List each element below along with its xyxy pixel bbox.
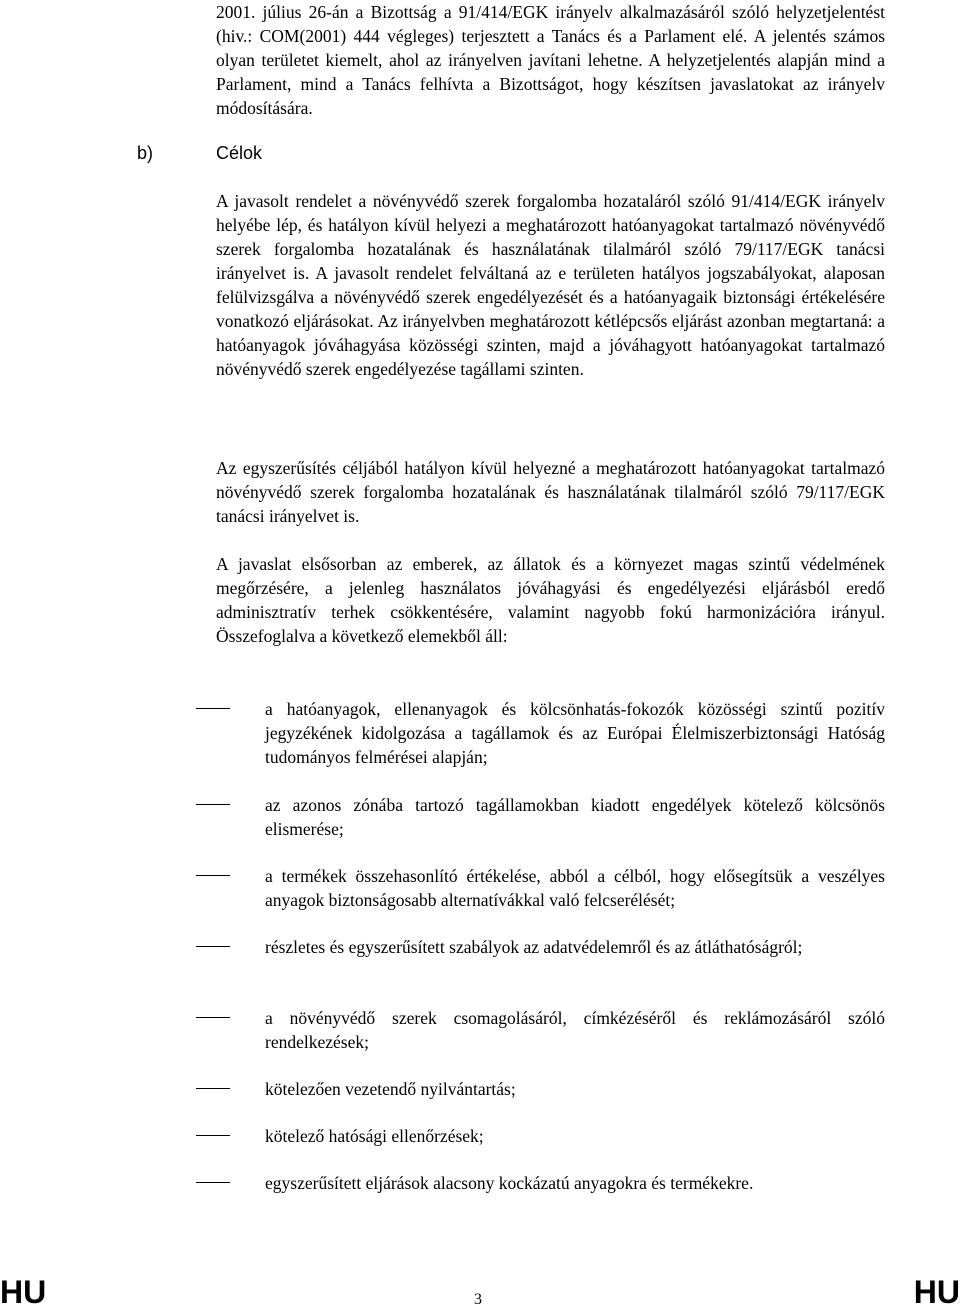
list-item-text: kötelezően vezetendő nyilvántartás; (265, 1079, 516, 1099)
intro-paragraph: 2001. július 26-án a Bizottság a 91/414/EGK irányelv alkalmazásáról szóló helyzetjelentést (hiv.: COM(2001) 444 végleges) terjesztett a Tanács és a Parlament elé. A jelentés számos olyan területet kiemelt, ahol az irányelven javítani lehetne. A helyzetjelentés alapján mind a Parlament, mind a Tanács felhívta a Bizottságot, hogy készítsen javaslatokat az irányelv módosítására. (216, 2, 885, 118)
dash-bullet (196, 804, 230, 805)
list-item-text: a növényvédő szerek csomagolásáról, címkézéséről és reklámozásáról szóló rendelkezések; (265, 1008, 885, 1052)
paragraph-3: A javaslat elsősorban az emberek, az állatok és a környezet magas szintű védelmének megőrzésére, a jelenleg használatos jóváhagyási és engedélyezési eljárásból eredő adminisztratív terhek csökkentésére, valamint nagyobb fokú harmonizációra irányul. Összefoglalva a következő elemekből áll: (216, 554, 885, 646)
dash-bullet (196, 708, 230, 709)
dash-bullet (196, 875, 230, 876)
list-item-text: egyszerűsített eljárások alacsony kockázatú anyagokra és termékekre. (265, 1173, 754, 1193)
list-item-text: az azonos zónába tartozó tagállamokban kiadott engedélyek kötelező kölcsönös elismerése; (265, 795, 885, 839)
paragraph-1: A javasolt rendelet a növényvédő szerek forgalomba hozataláról szóló 91/414/EGK irányelv helyébe lép, és hatályon kívül helyezi a meghatározott hatóanyagokat tartalmazó növényvédő szerek forgalomba hozatalának és használatának tilalmáról szóló 79/117/EGK tanácsi irányelvet is. A javasolt rendelet felváltaná az e területen hatályos jogszabályokat, alaposan felülvizsgálva a növényvédő szerek engedélyezését és a hatóanyagaik biztonsági értékelésére vonatkozó eljárásokat. Az irányelvben meghatározott kétlépcsős eljárást azonban megtartaná: a hatóanyagok jóváhagyása közösségi szinten, majd a jóváhagyott hatóanyagokat tartalmazó növényvédő szerek engedélyezése tagállami szinten. (216, 191, 885, 379)
dash-bullet (196, 1182, 230, 1183)
page-number: 3 (474, 1291, 482, 1308)
footer-language-left: HU (0, 1274, 47, 1310)
list-item-text: kötelező hatósági ellenőrzések; (265, 1126, 484, 1146)
list-item-text: a hatóanyagok, ellenanyagok és kölcsönhatás-fokozók közösségi szintű pozitív jegyzékének kidolgozása a tagállamok és az Európai Élelmiszerbiztonsági Hatóság tudományos felmérései alapján; (265, 699, 885, 767)
dash-bullet (196, 1135, 230, 1136)
section-label: b) (137, 143, 154, 163)
footer-language-right: HU (913, 1274, 960, 1310)
list-item-text: részletes és egyszerűsített szabályok az adatvédelemről és az átláthatóságról; (265, 937, 803, 957)
section-title: Célok (216, 143, 263, 163)
dash-bullet (196, 946, 230, 947)
paragraph-2: Az egyszerűsítés céljából hatályon kívül helyezné a meghatározott hatóanyagokat tartalmazó növényvédő szerek forgalomba hozatalának és használatának tilalmáról szóló 79/117/EGK tanácsi irányelvet is. (216, 458, 885, 526)
list-item-text: a termékek összehasonlító értékelése, abból a célból, hogy elősegítsük a veszélyes anyagok biztonságosabb alternatívákkal való felcserélését; (265, 866, 885, 910)
dash-bullet (196, 1088, 230, 1089)
dash-bullet (196, 1017, 230, 1018)
